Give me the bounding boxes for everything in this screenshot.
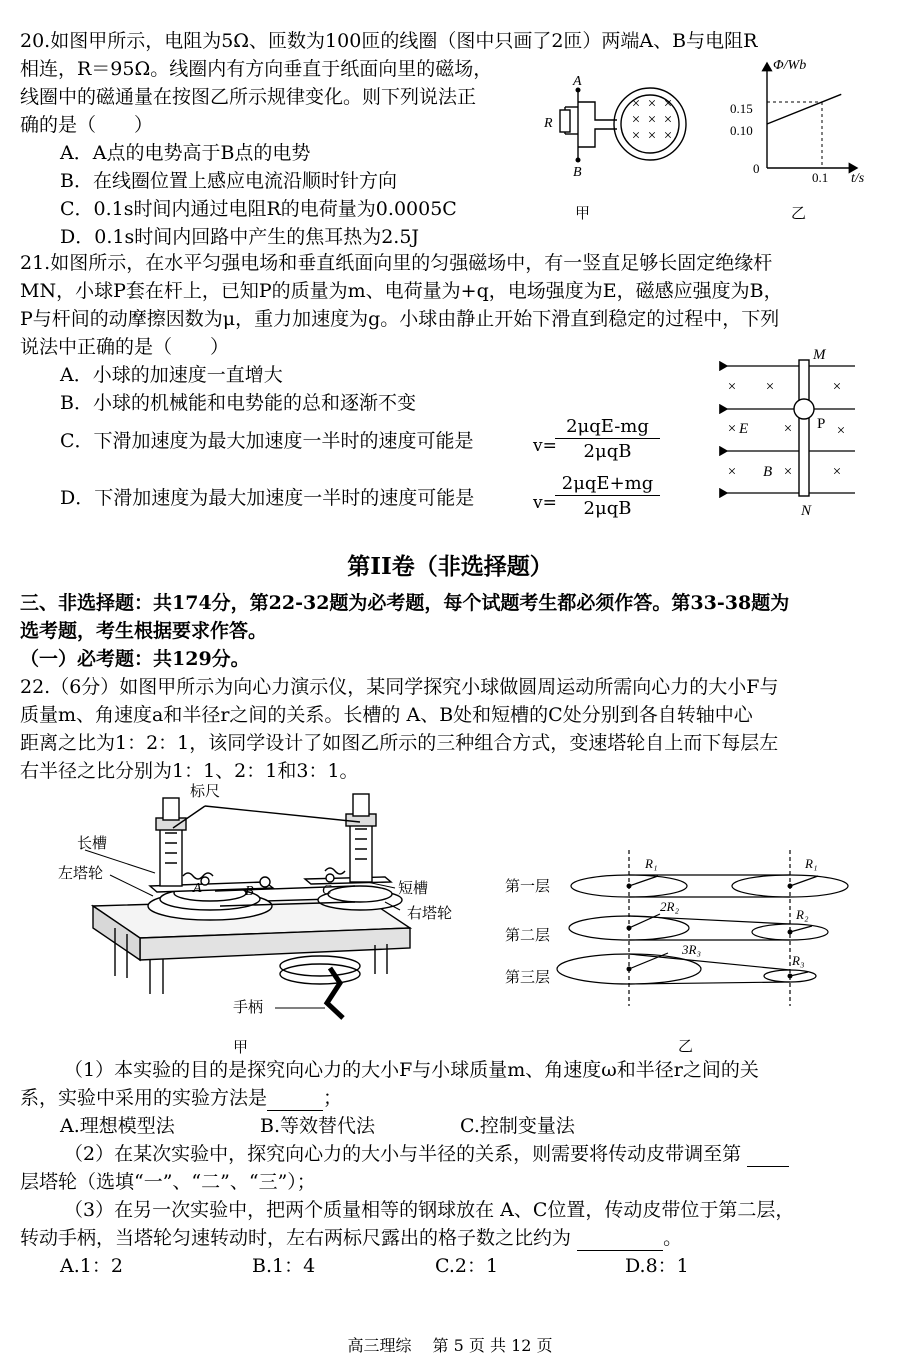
field-cross: × [832,464,842,480]
label-n: N [801,503,812,519]
label-p: P [817,416,826,432]
figure-caption-jia: 甲 [233,1040,249,1056]
origin-label: 0 [753,161,760,176]
q21-option-c: C．下滑加速度为最大加速度一半时的速度可能是 [60,430,474,452]
q20-stem-line-3: 线圈中的磁通量在按图乙所示规律变化。则下列说法正 [20,86,477,108]
q22-part1-option-b: B.等效替代法 [260,1115,376,1137]
x-axis-label: t/s [851,171,865,186]
field-cross: × [783,421,793,437]
q22-part1-line-2 [20,1087,342,1111]
part1-end: ； [323,1087,343,1109]
field-cross: × [647,112,657,128]
field-cross: × [663,128,673,144]
tick-label-01: 0.1 [812,170,829,185]
label-r1-left: R₁ [645,856,658,871]
answer-blank-3[interactable] [577,1227,663,1251]
q22-part1-line-1: （1）本实验的目的是探究向心力的大小F与小球质量m、角速度ω和半径r之间的关 [64,1059,759,1081]
field-cross: × [647,96,657,112]
label-short-groove: 短槽 [398,881,429,897]
label-e: E [739,421,749,437]
field-cross: × [663,96,673,112]
y-axis-label: Φ/Wb [773,58,807,73]
part1-text: 系，实验中采用的实验方法是 [20,1087,268,1109]
q21-stem-line-3: P与杆间的动摩擦因数为μ，重力加速度为g。小球由静止开始下滑直到稳定的过程中，下列 [20,308,780,330]
fraction-denominator: 2μqB [583,441,632,462]
figure-caption-yi: 乙 [791,206,807,222]
q21-option-a: A．小球的加速度一直增大 [60,364,283,386]
q22-part3-option-c: C.2：1 [435,1255,499,1277]
q22-part2-line-1 [64,1143,789,1167]
label-m: M [813,347,826,363]
label-b: B [245,884,254,899]
page-footer: 高三理综 第 5 页 共 12 页 [347,1336,553,1355]
section-subheading: （一）必考题：共129分。 [20,648,250,670]
q22-part3-option-d: D.8：1 [625,1255,689,1277]
q20-stem-line-1: 20.如图甲所示，电阻为5Ω、匝数为100匝的线圈（图中只画了2匝）两端A、B与电阻R [20,30,758,52]
field-cross: × [727,421,737,437]
q22-part1-option-c: C.控制变量法 [460,1115,575,1137]
label-c: C [322,883,332,898]
part3-end: 。 [663,1227,683,1249]
label-3r3: 3R₃ [682,942,701,957]
label-a: A [573,74,582,89]
part2-text: （2）在某次实验中，探究向心力的大小与半径的关系，则需要将传动皮带调至第 [64,1143,742,1165]
field-cross: × [783,464,793,480]
label-layer-3: 第三层 [505,970,551,986]
field-cross: × [663,112,673,128]
field-cross: × [631,128,641,144]
section-instruction-line-2: 选考题，考生根据要求作答。 [20,620,268,642]
label-b: B [573,165,582,180]
label-left-wheel: 左塔轮 [58,866,104,882]
label-handle: 手柄 [233,1000,264,1016]
flux-line [767,94,841,124]
label-right-wheel: 右塔轮 [407,906,453,922]
q22-part1-option-a: A.理想模型法 [60,1115,175,1137]
answer-blank-2[interactable] [747,1143,789,1167]
q22-stem-line-2: 质量m、角速度a和半径r之间的关系。长槽的 A、B处和短槽的C处分别到各自转轴中心 [20,704,753,726]
q22-part2-line-2: 层塔轮（选填“一”、“二”、“三”）； [20,1171,316,1193]
q21-option-c-v: v= [533,436,557,456]
answer-blank-1[interactable] [267,1087,323,1111]
section-title: 第II卷（非选择题） [347,553,553,580]
label-long-groove: 长槽 [77,836,108,852]
figure-caption-jia: 甲 [575,206,591,222]
label-r: R [544,116,553,131]
field-cross: × [832,379,842,395]
q22-part3-option-a: A.1：2 [60,1255,123,1277]
field-cross: × [727,379,737,395]
q20-option-b: B．在线圈位置上感应电流沿顺时针方向 [60,170,397,192]
q20-option-c: C．0.1s时间内通过电阻R的电荷量为0.0005C [60,198,457,220]
q20-option-a: A．A点的电势高于B点的电势 [60,142,311,164]
q22-figure-jia [55,778,475,1058]
q21-option-b: B．小球的机械能和电势能的总和逐渐不变 [60,392,416,414]
label-r2: R₂ [796,907,809,922]
field-cross: × [631,96,641,112]
q22-part3-option-b: B.1：4 [252,1255,316,1277]
q22-stem-line-3: 距离之比为1：2：1，该同学设计了如图乙所示的三种组合方式，变速塔轮自上而下每层左 [20,732,779,754]
tick-label-015: 0.15 [730,101,753,116]
q22-part3-line-1: （3）在另一次实验中，把两个质量相等的钢球放在 A、C位置，传动皮带位于第二层， [64,1199,795,1221]
fraction-numerator: 2μqE-mg [566,416,649,437]
q20-figure-yi [725,55,890,225]
field-cross: × [631,112,641,128]
q20-figure-jia [535,72,710,227]
q21-stem-line-2: MN，小球P套在杆上，已知P的质量为m、电荷量为+q，电场强度为E，磁感应强度为B， [20,280,783,302]
figure-caption-yi: 乙 [678,1039,694,1055]
q21-stem-line-4: 说法中正确的是（ ） [20,336,230,358]
label-2r2: 2R₂ [660,899,679,914]
part3-text: 转动手柄，当塔轮匀速转动时，左右两标尺露出的格子数之比约为 [20,1227,572,1249]
q22-figure-yi [500,848,885,1058]
q21-stem-line-1: 21.如图所示，在水平匀强电场和垂直纸面向里的匀强磁场中，有一竖直足够长固定绝缘杆 [20,252,773,274]
q22-stem-line-1: 22.（6分）如图甲所示为向心力演示仪，某同学探究小球做圆周运动所需向心力的大小F与 [20,676,779,698]
field-cross: × [727,464,737,480]
label-b: B [763,464,773,480]
q21-option-d-fraction [555,473,660,519]
field-cross: × [765,379,775,395]
section-instruction-line-1: 三、非选择题：共174分，第22-32题为必考题，每个试题考生都必须作答。第33-38题为 [20,592,790,614]
label-r1-right: R₁ [805,856,818,871]
label-ruler: 标尺 [190,784,221,800]
q20-stem-line-2: 相连，R＝95Ω。线圈内有方向垂直于纸面向里的磁场， [20,58,493,80]
field-cross: × [836,423,846,439]
label-layer-2: 第二层 [505,928,551,944]
tick-label-010: 0.10 [730,123,753,138]
fraction-numerator: 2μqE+mg [561,473,654,494]
q20-option-d: D．0.1s时间内回路中产生的焦耳热为2.5J [60,226,420,248]
label-r3: R₃ [792,953,805,968]
q21-option-d-v: v= [533,493,557,513]
q22-stem-line-4: 右半径之比分别为1：1、2：1和3：1。 [20,760,359,782]
q21-option-c-fraction [555,416,660,462]
label-a: A [193,881,202,896]
field-cross: × [647,128,657,144]
label-layer-1: 第一层 [505,879,551,895]
q21-figure [715,343,865,520]
q22-part3-line-2 [20,1227,682,1251]
fraction-denominator: 2μqB [583,498,632,519]
q21-option-d: D．下滑加速度为最大加速度一半时的速度可能是 [60,487,475,509]
q20-stem-line-4: 确的是（ ） [20,114,154,136]
